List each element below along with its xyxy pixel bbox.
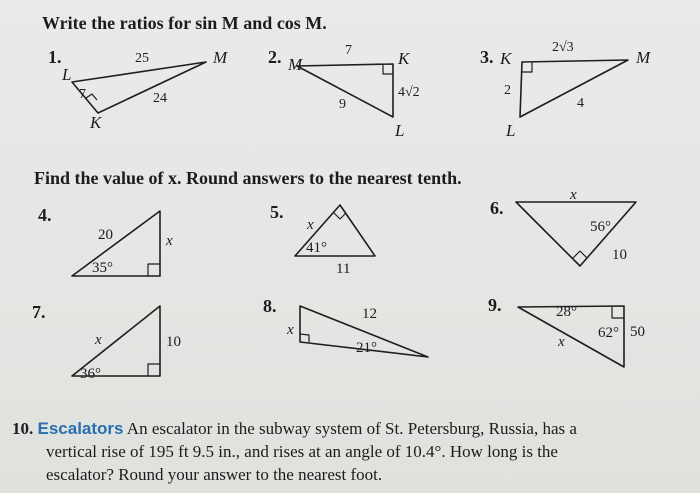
side-label: 7	[79, 87, 86, 102]
unknown-x-label: x	[307, 217, 314, 233]
problem-number-2: 2.	[268, 47, 282, 67]
right-angle-mark-1	[86, 94, 97, 100]
problem-number-9: 9.	[488, 295, 502, 315]
section-heading-find-x: Find the value of x. Round answers to the nearest tenth.	[34, 168, 462, 188]
vertex-label-K: K	[398, 49, 410, 68]
vertex-label-M: M	[636, 48, 651, 67]
side-label: 9	[339, 97, 346, 112]
right-angle-mark-8	[300, 334, 309, 342]
right-angle-mark-6	[573, 251, 587, 258]
problem-text-line-3: escalator? Round your answer to the nearest foot.	[46, 465, 383, 484]
unknown-x-label: x	[558, 334, 565, 350]
angle-label: 36°	[80, 366, 101, 382]
unknown-x-label: x	[570, 187, 577, 203]
vertex-label-M: M	[213, 48, 228, 67]
angle-label: 41°	[306, 240, 327, 256]
problem-number-4: 4.	[38, 205, 52, 225]
side-label: 2√3	[552, 40, 574, 55]
angle-label: 21°	[356, 340, 377, 356]
side-label: 4√2	[398, 85, 420, 100]
problem-number-3: 3.	[480, 47, 494, 67]
vertex-label-M: M	[288, 55, 303, 74]
side-label: 12	[362, 306, 377, 322]
vertex-label-L: L	[62, 65, 72, 84]
problem-text-line-2: vertical rise of 195 ft 9.5 in., and rises at an angle of 10.4°. How long is the	[46, 442, 558, 461]
problem-topic: Escalators	[37, 419, 124, 438]
vertex-label-L: L	[395, 121, 405, 140]
vertex-label-L: L	[506, 121, 516, 140]
angle-label: 62°	[598, 325, 619, 341]
right-angle-mark-5	[334, 213, 346, 219]
side-label: 10	[166, 334, 181, 350]
triangle-3	[520, 60, 628, 117]
section-heading-ratios: Write the ratios for sin M and cos M.	[42, 13, 327, 33]
unknown-x-label: x	[166, 233, 173, 249]
unknown-x-label: x	[287, 322, 294, 338]
side-label: 10	[612, 247, 627, 263]
right-angle-mark-2	[383, 64, 393, 74]
vertex-label-K: K	[90, 113, 102, 132]
side-label: 25	[135, 51, 149, 66]
problem-number-5: 5.	[270, 202, 284, 222]
angle-label: 56°	[590, 219, 611, 235]
problem-number-8: 8.	[263, 296, 277, 316]
side-label: 4	[577, 96, 584, 111]
problem-number-10: 10.	[12, 419, 34, 438]
side-label: 24	[153, 91, 167, 106]
side-label: 20	[98, 227, 113, 243]
problem-text: An escalator in the subway system of St. Petersburg, Russia, has a	[123, 419, 577, 438]
problem-number-6: 6.	[490, 198, 504, 218]
right-angle-mark-3	[522, 62, 532, 72]
side-label: 50	[630, 324, 645, 340]
angle-label: 35°	[92, 260, 113, 276]
side-label: 2	[504, 83, 511, 98]
side-label: 11	[336, 261, 351, 277]
problem-number-1: 1.	[48, 47, 62, 67]
triangle-4	[72, 211, 160, 276]
angle-label: 28°	[556, 304, 577, 320]
vertex-label-K: K	[500, 49, 512, 68]
side-label: 7	[345, 43, 352, 58]
problem-10-line-1	[12, 418, 577, 440]
problem-number-7: 7.	[32, 302, 46, 322]
right-angle-mark-4	[148, 264, 160, 276]
right-angle-mark-9	[612, 306, 624, 318]
unknown-x-label: x	[95, 332, 102, 348]
triangle-1	[72, 62, 206, 113]
right-angle-mark-7	[148, 364, 160, 376]
